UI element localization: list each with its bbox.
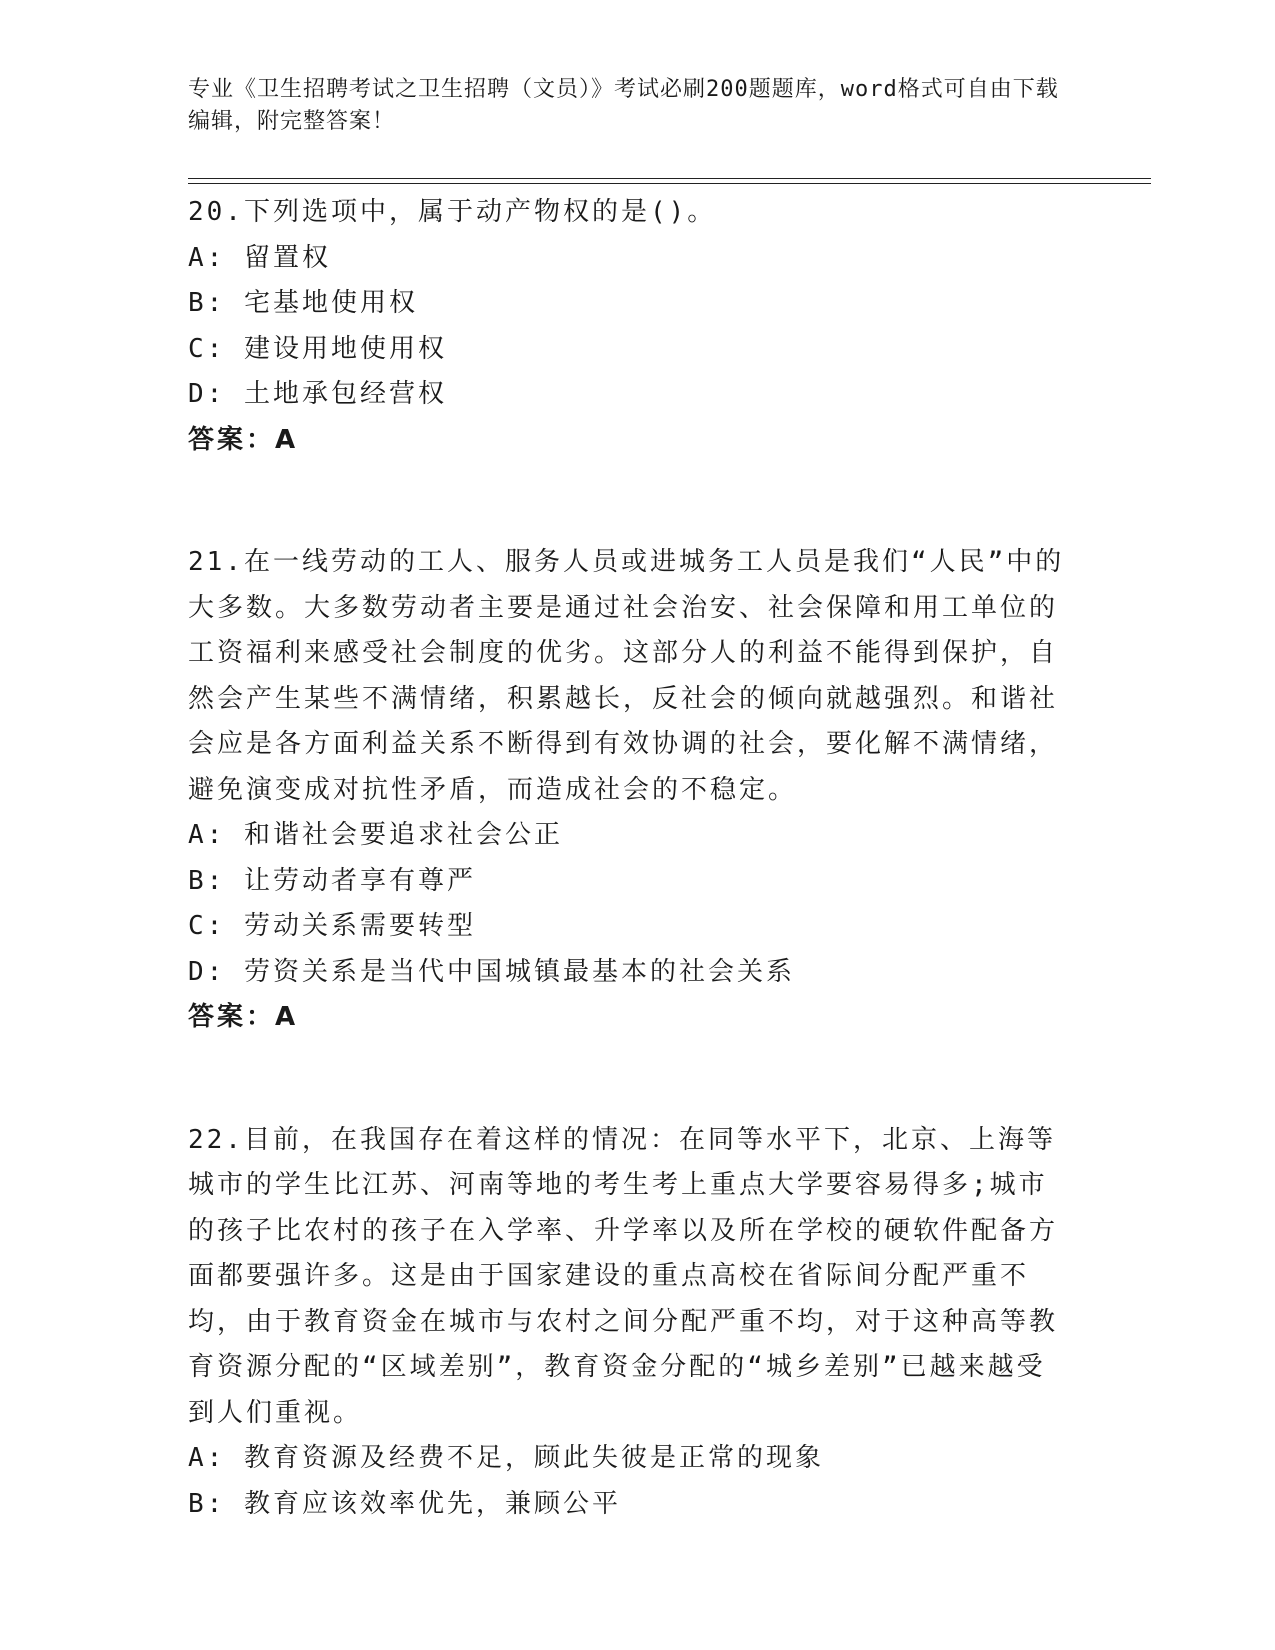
spacer <box>188 1041 1068 1118</box>
option-a: A: 留置权 <box>188 242 331 273</box>
question-stem: 22.目前，在我国存在着这样的情况：在同等水平下，北京、上海等城市的学生比江苏、河南等地的考生考上重点大学要容易得多;城市的孩子比农村的孩子在入学率、升学率以及所在学校的硬软件配备方面都要强许多。这是由于国家建设的重点高校在省际间分配严重不均，由于教育资金在城市与农村之间分配严重不均，对于这种高等教育资源分配的“区域差别”，教育资金分配的“城乡差别”已越来越受到人们重视。 <box>188 1124 1059 1428</box>
option-c: C: 劳动关系需要转型 <box>188 911 476 941</box>
option-d: D: 劳资关系是当代中国城镇最基本的社会关系 <box>188 956 795 987</box>
answer: 答案：A <box>188 1002 299 1032</box>
question-21 <box>188 540 1068 1041</box>
question-list <box>188 190 1068 1527</box>
option-b: B: 宅基地使用权 <box>188 288 418 318</box>
question-22 <box>188 1118 1068 1528</box>
header-divider-bottom <box>188 183 1151 184</box>
header-divider-top <box>188 178 1151 179</box>
option-d: D: 土地承包经营权 <box>188 379 447 409</box>
option-a: A: 和谐社会要追求社会公正 <box>188 820 563 850</box>
option-a: A: 教育资源及经费不足，顾此失彼是正常的现象 <box>188 1443 824 1473</box>
option-b: B: 让劳动者享有尊严 <box>188 865 476 896</box>
question-stem: 21.在一线劳动的工人、服务人员或进城务工人员是我们“人民”中的大多数。大多数劳动者主要是通过社会治安、社会保障和用工单位的工资福利来感受社会制度的优劣。这部分人的利益不能得到保护，自然会产生某些不满情绪，积累越长，反社会的倾向就越强烈。和谐社会应是各方面利益关系不断得到有效协调的社会，要化解不满情绪，避免演变成对抗性矛盾，而造成社会的不稳定。 <box>188 547 1065 805</box>
option-b: B: 教育应该效率优先，兼顾公平 <box>188 1488 621 1519</box>
question-20 <box>188 190 1068 463</box>
document-header: 专业《卫生招聘考试之卫生招聘（文员）》考试必刷200题题库，word格式可自由下载编辑，附完整答案！ <box>188 77 1059 134</box>
spacer <box>188 463 1068 540</box>
option-c: C: 建设用地使用权 <box>188 333 447 364</box>
answer: 答案：A <box>188 424 299 455</box>
question-stem: 20.下列选项中，属于动产物权的是()。 <box>188 197 717 227</box>
